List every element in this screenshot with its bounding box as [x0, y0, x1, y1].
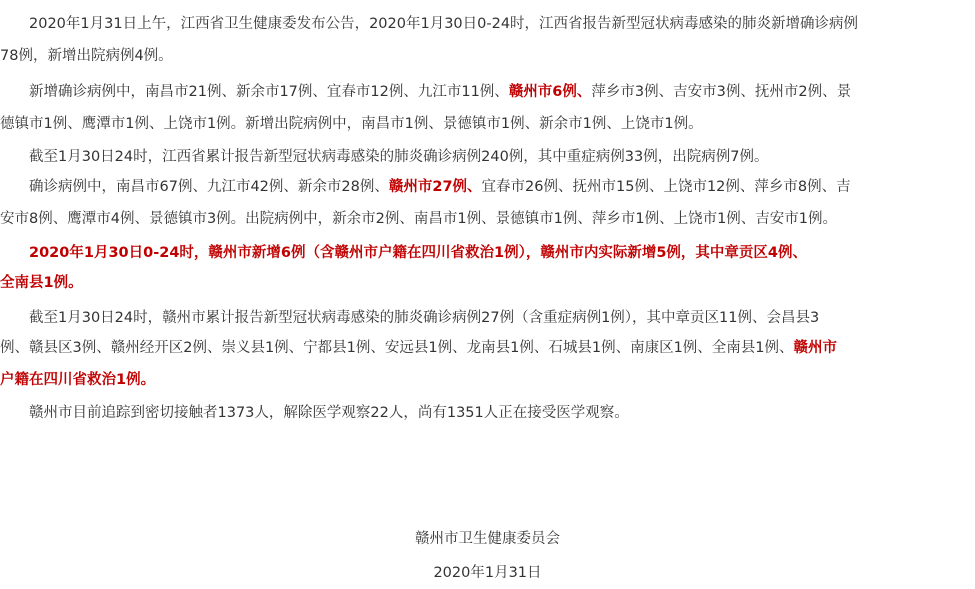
line-text: 例、赣县区3例、赣州经开区2例、崇义县1例、宁都县1例、安远县1例、龙南县1例、石城县1例、南康区1例、全南县1例、	[0, 340, 794, 356]
signature-org-text: 赣州市卫生健康委员会	[415, 531, 560, 547]
paragraph-line	[0, 241, 975, 265]
paragraph-line	[0, 44, 975, 68]
highlighted-text: 赣州市	[793, 340, 838, 356]
line-text: 德镇市1例、鹰潭市1例、上饶市1例。新增出院病例中，南昌市1例、景德镇市1例、新余市1例、上饶市1例。	[0, 116, 703, 132]
line-text: 安市8例、鹰潭市4例、景德镇市3例。出院病例中，新余市2例、南昌市1例、景德镇市1例、萍乡市1例、上饶市1例、吉安市1例。	[0, 211, 838, 227]
paragraph-line	[0, 145, 975, 169]
paragraph-line	[0, 175, 975, 199]
signature-org	[0, 527, 975, 551]
highlighted-text: 赣州市6例、	[508, 84, 592, 100]
paragraph-line	[0, 368, 975, 392]
paragraph-line	[0, 12, 975, 36]
paragraph-line	[0, 112, 975, 136]
line-text: 截至1月30日24时，赣州市累计报告新型冠状病毒感染的肺炎确诊病例27例（含重症病例1例），其中章贡区11例、会昌县3	[0, 310, 820, 326]
paragraph-line	[0, 271, 975, 295]
line-text: 2020年1月31日上午，江西省卫生健康委发布公告，2020年1月30日0-24时，江西省报告新型冠状病毒感染的肺炎新增确诊病例	[0, 16, 859, 32]
paragraph-line	[0, 80, 975, 104]
highlighted-text: 户籍在四川省救治1例。	[0, 372, 156, 388]
line-text: 赣州市目前追踪到密切接触者1373人，解除医学观察22人，尚有1351人正在接受医学观察。	[0, 405, 629, 421]
highlighted-text: 2020年1月30日0-24时，赣州市新增6例（含赣州市户籍在四川省救治1例），赣州市内实际新增5例，其中章贡区4例、	[0, 245, 808, 261]
line-text: 宜春市26例、抚州市15例、上饶市12例、萍乡市8例、吉	[481, 179, 851, 195]
highlighted-text: 赣州市27例、	[388, 179, 482, 195]
line-text: 78例，新增出院病例4例。	[0, 48, 173, 64]
paragraph-line	[0, 336, 975, 360]
line-text: 萍乡市3例、吉安市3例、抚州市2例、景	[591, 84, 852, 100]
signature-date-text: 2020年1月31日	[433, 565, 542, 581]
line-text: 确诊病例中，南昌市67例、九江市42例、新余市28例、	[0, 179, 389, 195]
signature-date	[0, 561, 975, 585]
highlighted-text: 全南县1例。	[0, 275, 83, 291]
line-text: 截至1月30日24时，江西省累计报告新型冠状病毒感染的肺炎确诊病例240例，其中重症病例33例，出院病例7例。	[0, 149, 769, 165]
line-text: 新增确诊病例中，南昌市21例、新余市17例、宜春市12例、九江市11例、	[0, 84, 509, 100]
paragraph-line	[0, 207, 975, 231]
paragraph-line	[0, 401, 975, 425]
paragraph-line	[0, 306, 975, 330]
